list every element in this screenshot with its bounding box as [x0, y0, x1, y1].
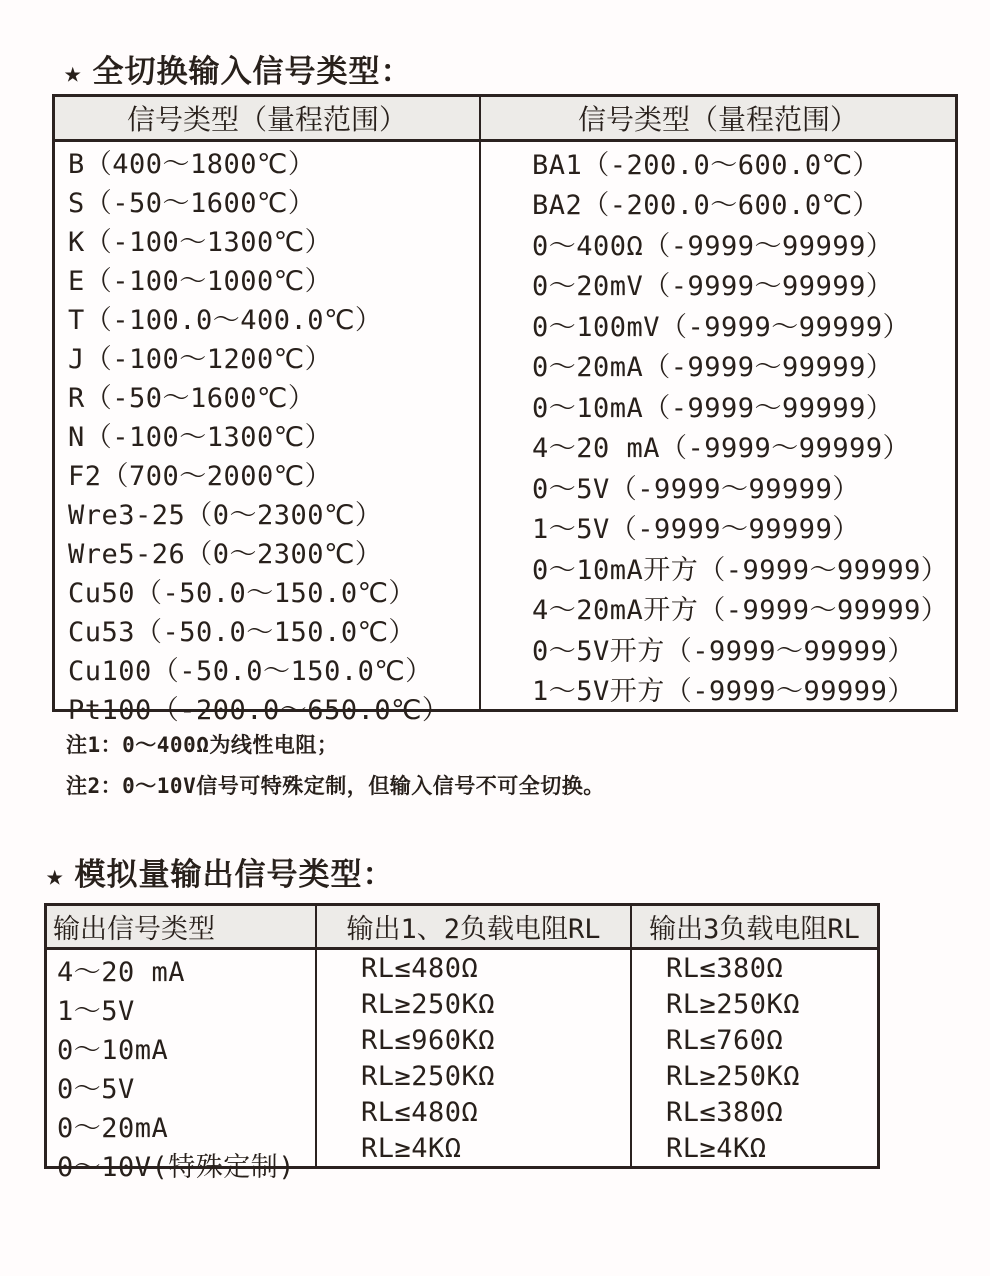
input-signal-table-header-row	[55, 97, 955, 142]
table-cell: RL≥250KΩ	[361, 988, 496, 1020]
input-signal-column-left	[55, 142, 481, 726]
table-row: J（-100～1200℃）	[68, 344, 333, 375]
output-header-load-rl-3: 输出3负载电阻RL	[649, 914, 860, 945]
table-row: 0～20mV（-9999～99999）	[532, 271, 894, 303]
output-signal-table-header-row	[47, 906, 877, 950]
section1-title	[64, 46, 412, 91]
table-cell: RL≥250KΩ	[666, 1060, 801, 1092]
star-icon: ★	[46, 858, 65, 892]
output-type-column	[47, 950, 317, 1183]
table-row: 0～5V开方（-9999～99999）	[532, 635, 915, 667]
table-row: 4～20mA开方（-9999～99999）	[532, 595, 949, 627]
table-row: Pt100（-200.0～650.0℃）	[68, 695, 450, 726]
note-2: 注2：0～10V信号可特殊定制，但输入信号不可全切换。	[66, 774, 605, 798]
input-header-cell-left: 信号类型（量程范围）	[55, 97, 481, 139]
table-row: 4～20 mA（-9999～99999）	[532, 433, 911, 465]
table-row: 1～5V（-9999～99999）	[532, 514, 860, 546]
table-cell: 0～10mA	[57, 1035, 169, 1066]
output-load-rl12-column	[317, 950, 632, 1166]
table-cell: RL≤480Ω	[361, 952, 479, 984]
table-row: 1～5V开方（-9999～99999）	[532, 676, 915, 708]
table-cell: RL≤960KΩ	[361, 1024, 496, 1056]
table-cell: RL≤480Ω	[361, 1096, 479, 1128]
table-cell: RL≤380Ω	[666, 952, 784, 984]
input-header-cell-right: 信号类型（量程范围）	[577, 103, 858, 136]
table-row: E（-100～1000℃）	[68, 266, 333, 297]
output-signal-table	[44, 903, 880, 1183]
table-row: B（400～1800℃）	[68, 149, 316, 180]
table-cell: RL≤380Ω	[666, 1096, 784, 1128]
table-row: Cu53（-50.0～150.0℃）	[68, 617, 416, 648]
input-signal-column-right	[481, 142, 955, 709]
table-row: R（-50～1600℃）	[68, 383, 316, 414]
table-cell: 1～5V	[57, 996, 135, 1027]
table-cell: 0～20mA	[57, 1113, 169, 1144]
star-icon: ★	[64, 55, 83, 89]
table-row: Cu100（-50.0～150.0℃）	[68, 656, 433, 687]
table-cell: 0～5V	[57, 1074, 135, 1105]
table-row: Wre5-26（0～2300℃）	[68, 539, 383, 570]
table-row: K（-100～1300℃）	[68, 227, 333, 258]
table-row: Wre3-25（0～2300℃）	[68, 500, 383, 531]
output-signal-table-body	[47, 950, 877, 1183]
table-row: BA1（-200.0～600.0℃）	[532, 149, 880, 181]
output-load-rl3-column	[632, 950, 877, 1166]
table-cell: RL≥250KΩ	[361, 1060, 496, 1092]
section2-title	[46, 849, 394, 894]
table-row: BA2（-200.0～600.0℃）	[532, 190, 880, 222]
table-row: 0～400Ω（-9999～99999）	[532, 230, 894, 262]
table-cell: RL≤760Ω	[666, 1024, 784, 1056]
note-1: 注1：0～400Ω为线性电阻；	[66, 733, 339, 757]
table-cell: RL≥4KΩ	[666, 1132, 767, 1164]
table-row: T（-100.0～400.0℃）	[68, 305, 383, 336]
table-row: 0～10mA（-9999～99999）	[532, 392, 894, 424]
table-cell: RL≥250KΩ	[666, 988, 801, 1020]
table-row: N（-100～1300℃）	[68, 422, 333, 453]
table-cell: 4～20 mA	[57, 957, 186, 988]
input-signal-table	[52, 94, 958, 726]
table-row: 0～10mA开方（-9999～99999）	[532, 554, 949, 586]
input-signal-table-body	[55, 142, 955, 726]
table-cell: 0～10V(特殊定制)	[57, 1152, 296, 1183]
section1-title-text: 全切换输入信号类型：	[92, 54, 413, 90]
table-row: 0～20mA（-9999～99999）	[532, 352, 894, 384]
table-cell: RL≥4KΩ	[361, 1132, 462, 1164]
section2-title-text: 模拟量输出信号类型：	[74, 857, 395, 893]
table-row: Cu50（-50.0～150.0℃）	[68, 578, 416, 609]
output-header-signal-type: 输出信号类型	[47, 906, 317, 947]
output-header-load-rl-12: 输出1、2负载电阻RL	[317, 906, 632, 947]
table-row: 0～5V（-9999～99999）	[532, 473, 860, 505]
table-row: F2（700～2000℃）	[68, 461, 333, 492]
table-row: S（-50～1600℃）	[68, 188, 316, 219]
table-row: 0～100mV（-9999～99999）	[532, 311, 911, 343]
